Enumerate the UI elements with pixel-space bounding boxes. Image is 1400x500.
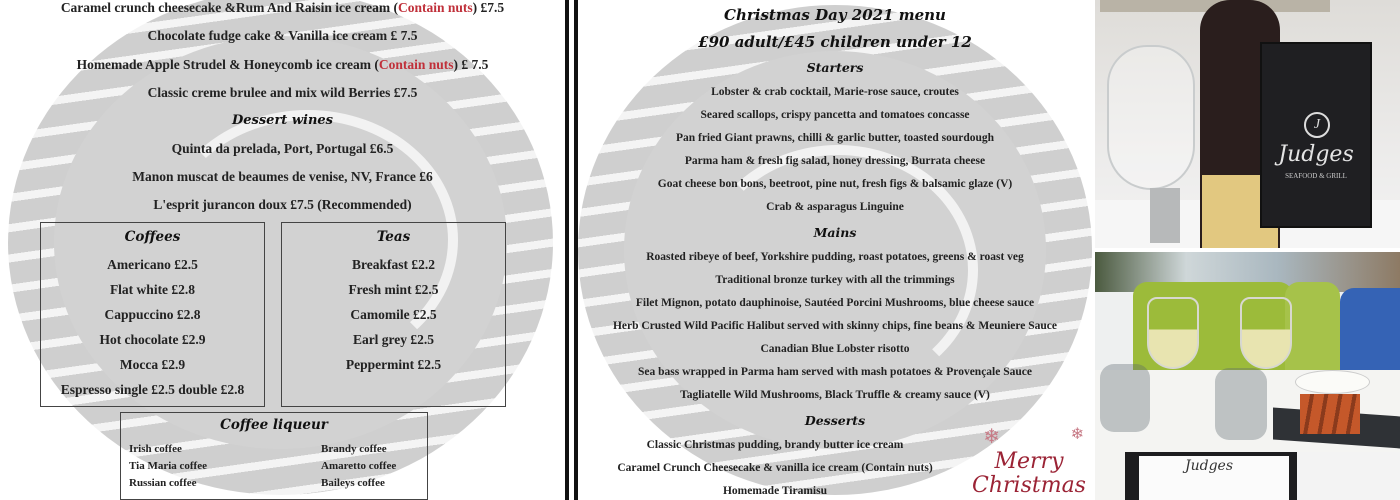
section-heading-mains: Mains (813, 225, 857, 240)
coffee-item: Espresso single £2.5 double £2.8 (60, 382, 245, 397)
panel-divider (565, 0, 578, 500)
menu-item: Roasted ribeye of beef, Yorkshire pudding, roast potatoes, greens & roast veg (646, 251, 1024, 263)
menu-title: Christmas Day 2021 menu (724, 6, 946, 24)
coffee-item: Americano £2.5 (107, 257, 198, 272)
menu-item: Lobster & crab cocktail, Marie-rose sauce, croutes (711, 86, 959, 98)
section-heading-desserts: Desserts (804, 413, 866, 428)
menu-item: Goat cheese bon bons, beetroot, pine nut, fresh figs & balsamic glaze (V) (657, 178, 1013, 190)
menu-item: Crab & asparagus Linguine (766, 201, 904, 213)
dessert-text: Chocolate fudge cake & Vanilla ice cream £ 7.5 (147, 28, 418, 43)
white-wine-glass (1240, 297, 1292, 369)
wine-glass (1107, 45, 1195, 190)
judges-logo: J (1304, 112, 1330, 138)
menu-item: Canadian Blue Lobster risotto (760, 343, 910, 355)
menu-item: Pan fried Giant prawns, chilli & garlic butter, toasted sourdough (675, 132, 995, 144)
section-heading-starters: Starters (806, 60, 864, 75)
coffee-liqueur-box (120, 412, 428, 500)
menu-cover (1260, 42, 1372, 228)
glass-stem (1150, 188, 1180, 243)
dessert-item (0, 28, 565, 44)
allergen-warning: Contain nuts (398, 0, 473, 15)
menu-item: Seared scallops, crispy pancetta and tomatoes concasse (700, 109, 970, 121)
bread (1300, 394, 1360, 434)
dessert-wines-heading: Dessert wines (231, 113, 333, 128)
coffee-item: Cappuccino £2.8 (104, 307, 201, 322)
menu-item: Homemade Tiramisu (722, 485, 828, 497)
menu-page (1297, 452, 1400, 500)
white-wine-glass (1147, 297, 1199, 369)
menu-price: £90 adult/£45 children under 12 (698, 33, 972, 51)
coffees-box (40, 222, 265, 407)
coffee-liqueur-item: Russian coffee (129, 477, 197, 489)
tea-item: Earl grey £2.5 (352, 332, 435, 347)
merry-christmas-greeting: Merry Christmas (972, 449, 1086, 498)
dessert-text: ) £ 7.5 (453, 57, 489, 72)
menu-item: Tagliatelle Wild Mushrooms, Black Truffle & creamy sauce (V) (680, 389, 990, 401)
coffees-heading: Coffees (124, 229, 181, 245)
dessert-item (0, 85, 565, 101)
menu-item: Parma ham & fresh fig salad, honey dressing, Burrata cheese (684, 155, 986, 167)
side-plate (1295, 370, 1370, 394)
coffee-liqueur-item: Irish coffee (129, 443, 182, 455)
menu-cover-brand: Judges (1278, 142, 1354, 167)
dessert-text: Classic creme brulee and mix wild Berries £7.5 (147, 85, 418, 100)
coffee-item: Hot chocolate £2.9 (99, 332, 206, 347)
snowflake-icon: ❄ (1070, 426, 1084, 443)
coffee-liqueur-item: Brandy coffee (321, 443, 387, 455)
tea-item: Breakfast £2.2 (352, 257, 435, 272)
dessert-wine-item: Quinta da prelada, Port, Portugal £6.5 (171, 141, 394, 156)
menu-item: Classic Christmas pudding, brandy butter ice cream (646, 439, 904, 451)
menu-item: Sea bass wrapped in Parma ham served with mash potatoes & Provençale Sauce (638, 366, 1032, 378)
green-chair (1285, 282, 1340, 372)
coffee-item: Mocca £2.9 (119, 357, 186, 372)
tea-item: Fresh mint £2.5 (348, 282, 439, 297)
coffee-liqueur-item: Amaretto coffee (321, 460, 397, 472)
dessert-item (0, 0, 565, 16)
christmas-menu (578, 0, 1092, 500)
menu-item: Caramel Crunch Cheesecake & vanilla ice cream (Contain nuts) (617, 462, 933, 474)
allergen-warning: Contain nuts (378, 57, 454, 72)
menu-item: Filet Mignon, potato dauphinoise, Sautéed Porcini Mushrooms, blue cheese sauce (635, 297, 1035, 309)
teas-box (281, 222, 506, 407)
coffee-liqueur-item: Baileys coffee (321, 477, 385, 489)
coffee-item: Flat white £2.8 (109, 282, 196, 297)
dessert-wine-item: L'esprit jurancon doux £7.5 (Recommended) (153, 197, 412, 212)
dessert-text: Homemade Apple Strudel & Honeycomb ice cream ( (76, 57, 379, 72)
dessert-text: Caramel crunch cheesecake &Rum And Raisin ice cream ( (60, 0, 399, 15)
coffee-liqueur-item: Tia Maria coffee (129, 460, 207, 472)
coffee-liqueur-heading: Coffee liqueur (220, 417, 328, 433)
menu-item: Herb Crusted Wild Pacific Halibut served with skinny chips, fine beans & Meuniere Sauce (612, 320, 1058, 332)
tea-item: Peppermint £2.5 (345, 357, 442, 372)
water-glass (1215, 368, 1267, 440)
dessert-item (0, 57, 565, 73)
dessert-text: ) £7.5 (472, 0, 505, 15)
dessert-wine-item: Manon muscat de beaumes de venise, NV, France £6 (132, 169, 433, 184)
water-glass (1100, 364, 1150, 432)
open-menu (1125, 452, 1400, 500)
dessert-drinks-menu (0, 0, 565, 500)
photo-wine-and-menu-cover (1095, 0, 1400, 248)
photo-restaurant-table (1095, 252, 1400, 500)
tea-item: Camomile £2.5 (350, 307, 437, 322)
menu-cover-subtitle: SEAFOOD & GRILL (1285, 172, 1347, 180)
menu-item: Traditional bronze turkey with all the trimmings (715, 274, 955, 286)
teas-heading: Teas (376, 229, 411, 245)
snowflake-icon: ❄ (983, 426, 1000, 448)
table-menu-brand: Judges (1185, 458, 1234, 474)
blue-chair (1340, 288, 1400, 372)
